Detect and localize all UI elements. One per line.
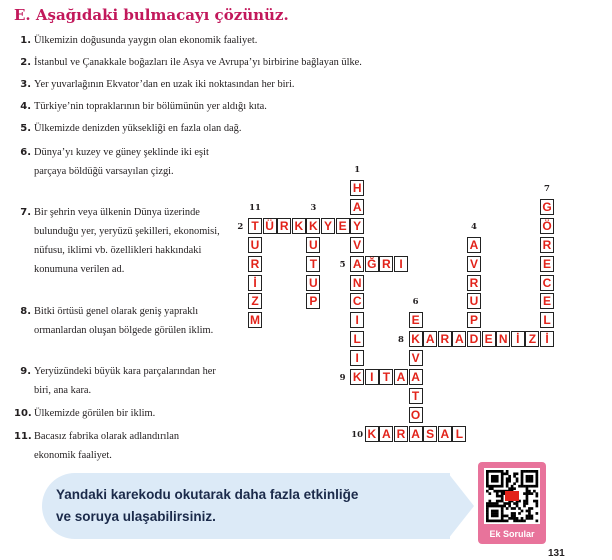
banner-text: Yandaki karekodu okutarak daha fazla etkinliğe ve soruya ulaşabilirsiniz. [56, 487, 359, 524]
crossword-cell[interactable]: T [248, 218, 262, 234]
crossword-clue-number: 10 [351, 429, 364, 440]
crossword-cell[interactable]: E [540, 256, 554, 272]
crossword-cell[interactable]: T [306, 256, 320, 272]
crossword-cell[interactable]: R [467, 275, 481, 291]
crossword-cell[interactable]: E [540, 293, 554, 309]
crossword-cell[interactable]: R [540, 237, 554, 253]
crossword-cell[interactable]: A [452, 331, 466, 347]
clue-5: 5. Ülkemizde denizden yüksekliği en fazla olan dağ. [20, 123, 242, 134]
crossword-clue-number: 9 [339, 373, 346, 383]
crossword-cell[interactable]: A [350, 199, 364, 215]
crossword-cell[interactable]: A [409, 426, 423, 442]
crossword-cell[interactable]: A [423, 331, 437, 347]
crossword-cell[interactable]: K [292, 218, 306, 234]
crossword-cell[interactable]: I [394, 256, 408, 272]
crossword-cell[interactable]: C [350, 293, 364, 309]
crossword-clue-number: 4 [471, 221, 477, 232]
crossword-cell[interactable]: H [350, 180, 364, 196]
clue-11: 11. Bacasız fabrika olarak adlandırılan ekonomik faaliyet. [14, 431, 180, 461]
crossword-cell[interactable]: V [467, 256, 481, 272]
crossword-cell[interactable]: R [277, 218, 291, 234]
crossword-cell[interactable]: N [496, 331, 510, 347]
crossword-cell[interactable]: K [409, 331, 423, 347]
crossword-cell[interactable]: I [350, 312, 364, 328]
crossword-cell[interactable]: A [467, 237, 481, 253]
crossword-cell[interactable]: İ [540, 331, 554, 347]
crossword-cell[interactable]: P [467, 312, 481, 328]
crossword-cell[interactable]: U [248, 237, 262, 253]
crossword-cell[interactable]: A [394, 369, 408, 385]
crossword-cell[interactable]: U [306, 237, 320, 253]
crossword-cell[interactable]: A [350, 256, 364, 272]
crossword-cell[interactable]: R [394, 426, 408, 442]
qr-code-icon[interactable] [484, 468, 540, 524]
crossword-cell[interactable]: R [248, 256, 262, 272]
crossword-cell[interactable]: V [350, 237, 364, 253]
clue-4: 4. Türkiye’nin topraklarının bir bölümünün yer aldığı kıta. [20, 101, 267, 112]
crossword-cell[interactable]: T [379, 369, 393, 385]
crossword-cell[interactable]: T [409, 388, 423, 404]
banner-arrow [448, 473, 474, 539]
page-number: 131 [548, 548, 565, 559]
crossword-cell[interactable]: C [540, 275, 554, 291]
clue-7: 7. Bir şehrin veya ülkenin Dünya üzerinde bulunduğu yer, yeryüzü şekilleri, ekonomisi, nüfusu, iklimi vb. özellikleri hakkındaki konumuna verilen ad. [20, 207, 220, 275]
clue-10: 10. Ülkemizde görülen bir iklim. [14, 408, 156, 419]
crossword-cell[interactable]: A [438, 426, 452, 442]
clue-9: 9. Yeryüzündeki büyük kara parçalarından her biri, ana kara. [20, 366, 216, 396]
crossword-cell[interactable]: Z [248, 293, 262, 309]
crossword-clue-number: 6 [412, 297, 419, 308]
clue-3: 3. Yer yuvarlağının Ekvator’dan en uzak iki noktasından her biri. [20, 79, 295, 90]
crossword-cell[interactable]: İ [248, 275, 262, 291]
crossword-cell[interactable]: A [409, 369, 423, 385]
crossword-clue-number: 11 [249, 202, 261, 213]
crossword-clue-number: 7 [544, 184, 550, 194]
crossword-cell[interactable]: S [423, 426, 437, 442]
crossword-cell[interactable]: R [379, 256, 393, 272]
crossword-cell[interactable]: İ [511, 331, 525, 347]
crossword-cell[interactable]: Ö [540, 218, 554, 234]
crossword-cell[interactable]: D [467, 331, 481, 347]
crossword-cell[interactable]: U [467, 293, 481, 309]
qr-label: Ek Sorular [489, 529, 535, 539]
clue-8: 8. Bitki örtüsü genel olarak geniş yapraklı ormanlardan oluşan bölgede görülen iklim. [20, 306, 214, 336]
crossword-cell[interactable]: G [540, 199, 554, 215]
crossword-cell[interactable]: P [306, 293, 320, 309]
crossword-cell[interactable]: M [250, 313, 260, 328]
crossword-cell[interactable]: E [336, 218, 350, 234]
crossword-cell[interactable]: A [379, 426, 393, 442]
section-heading: E. Aşağıdaki bulmacayı çözünüz. [14, 6, 289, 24]
clue-2: 2. İstanbul ve Çanakkale boğazları ile Asya ve Avrupa’yı birbirine bağlayan ülke. [20, 57, 362, 68]
clue-1: 1. Ülkemizin doğusunda yaygın olan ekonomik faaliyet. [20, 35, 258, 46]
crossword-cell[interactable]: Y [321, 218, 335, 234]
crossword-cell[interactable]: E [409, 312, 423, 328]
crossword-cell[interactable]: Y [350, 218, 364, 234]
crossword-clue-number: 5 [339, 259, 346, 270]
crossword-cell[interactable]: U [306, 275, 320, 291]
crossword-cell[interactable]: L [540, 312, 554, 328]
crossword-cell[interactable]: L [350, 331, 364, 347]
crossword-cell[interactable]: L [452, 426, 466, 442]
crossword-cell[interactable]: K [365, 426, 379, 442]
crossword-cell[interactable]: I [365, 369, 379, 385]
crossword-cell[interactable]: K [350, 369, 364, 385]
crossword-clue-number: 2 [237, 221, 244, 232]
crossword-cell[interactable]: Ğ [365, 256, 379, 272]
crossword-clue-number: 1 [354, 165, 361, 176]
crossword-cell[interactable]: Ü [263, 218, 277, 234]
crossword-cell[interactable]: K [306, 218, 320, 234]
crossword-cell[interactable]: V [409, 350, 423, 366]
crossword-cell[interactable]: R [438, 331, 452, 347]
clue-6: 6. Dünya’yı kuzey ve güney şeklinde iki eşit parçaya böldüğü varsayılan çizgi. [20, 147, 209, 177]
crossword-cell[interactable]: N [350, 275, 364, 291]
crossword-clue-number: 8 [398, 335, 404, 346]
crossword-cell[interactable]: E [482, 331, 496, 347]
crossword-cell[interactable]: I [350, 350, 364, 366]
crossword-cell[interactable]: O [409, 407, 423, 423]
crossword-clue-number: 3 [310, 202, 317, 213]
crossword-cell[interactable]: Z [525, 331, 539, 347]
